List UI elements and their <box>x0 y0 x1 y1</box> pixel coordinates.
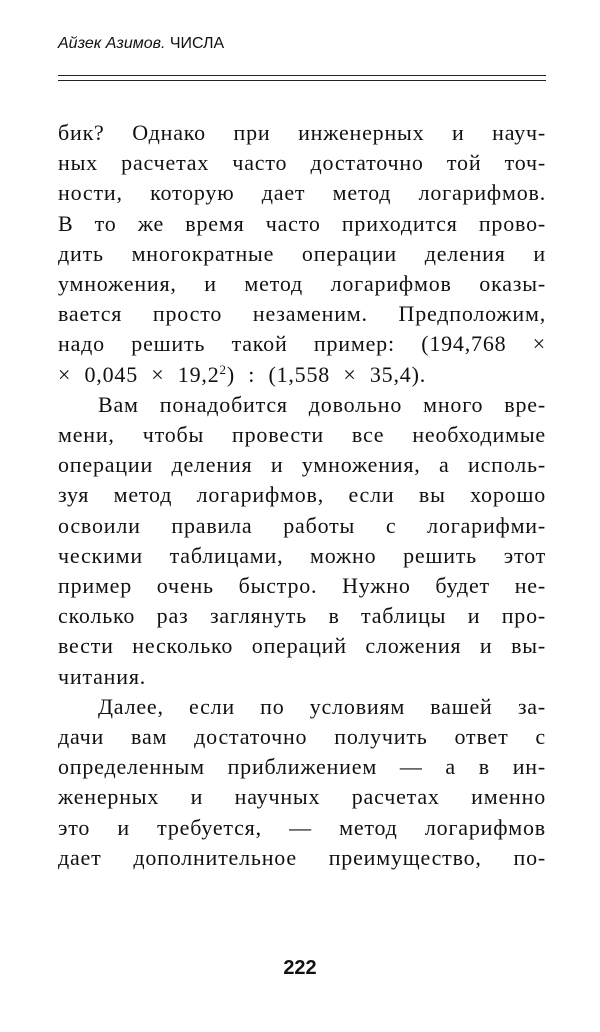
running-head-author: Айзек Азимов. <box>58 35 166 52</box>
running-head <box>58 34 224 54</box>
text-line: вести несколько операций сложения и вы- <box>58 633 546 659</box>
text-line: дить многократные операции деления и <box>58 240 546 266</box>
text-line: женерных и научных расчетах именно <box>58 784 546 810</box>
text-line: сколько раз заглянуть в таблицы и про- <box>58 603 546 629</box>
text-line: умножения, и метод логарифмов оказы- <box>58 271 546 297</box>
text-line: ных расчетах часто достаточно той точ- <box>58 150 546 176</box>
text-line: освоили правила работы с логарифми- <box>58 512 546 538</box>
formula-part: ) : (1,558 × 35,4). <box>226 361 427 387</box>
body-text <box>58 118 546 873</box>
header-rule-bottom <box>58 80 546 81</box>
formula-line <box>58 360 546 390</box>
text-line: определенным приближением — а в ин- <box>58 754 546 780</box>
formula-part: × 0,045 × 19,2 <box>58 361 220 387</box>
text-line: дачи вам достаточно получить ответ с <box>58 724 546 750</box>
text-line: Далее, если по условиям вашей за- <box>98 693 546 719</box>
header-rule-top <box>58 75 546 76</box>
text-line: надо решить такой пример: (194,768 × <box>58 331 546 357</box>
text-line: мени, чтобы провести все необходимые <box>58 422 546 448</box>
text-line: бик? Однако при инженерных и науч- <box>58 120 546 145</box>
text-line: Вам понадобится довольно много вре- <box>98 391 546 417</box>
text-line: дает дополнительное преимущество, по- <box>58 844 546 870</box>
page-number: 222 <box>283 957 317 979</box>
text-line: ности, которую дает метод логарифмов. <box>58 180 546 206</box>
text-line: пример очень быстро. Нужно будет не- <box>58 573 546 599</box>
text-line: ческими таблицами, можно решить этот <box>58 542 546 568</box>
text-line: В то же время часто приходится прово- <box>58 210 546 236</box>
text-line: вается просто незаменим. Предположим, <box>58 301 546 327</box>
formula-superscript: 2 <box>219 361 227 377</box>
text-line: это и требуется, — метод логарифмов <box>58 814 546 840</box>
text-line: зуя метод логарифмов, если вы хорошо <box>58 482 546 508</box>
text-line: операции деления и умножения, а исполь- <box>58 452 546 478</box>
running-head-title: ЧИСЛА <box>169 35 225 52</box>
text-line: читания. <box>58 663 147 689</box>
